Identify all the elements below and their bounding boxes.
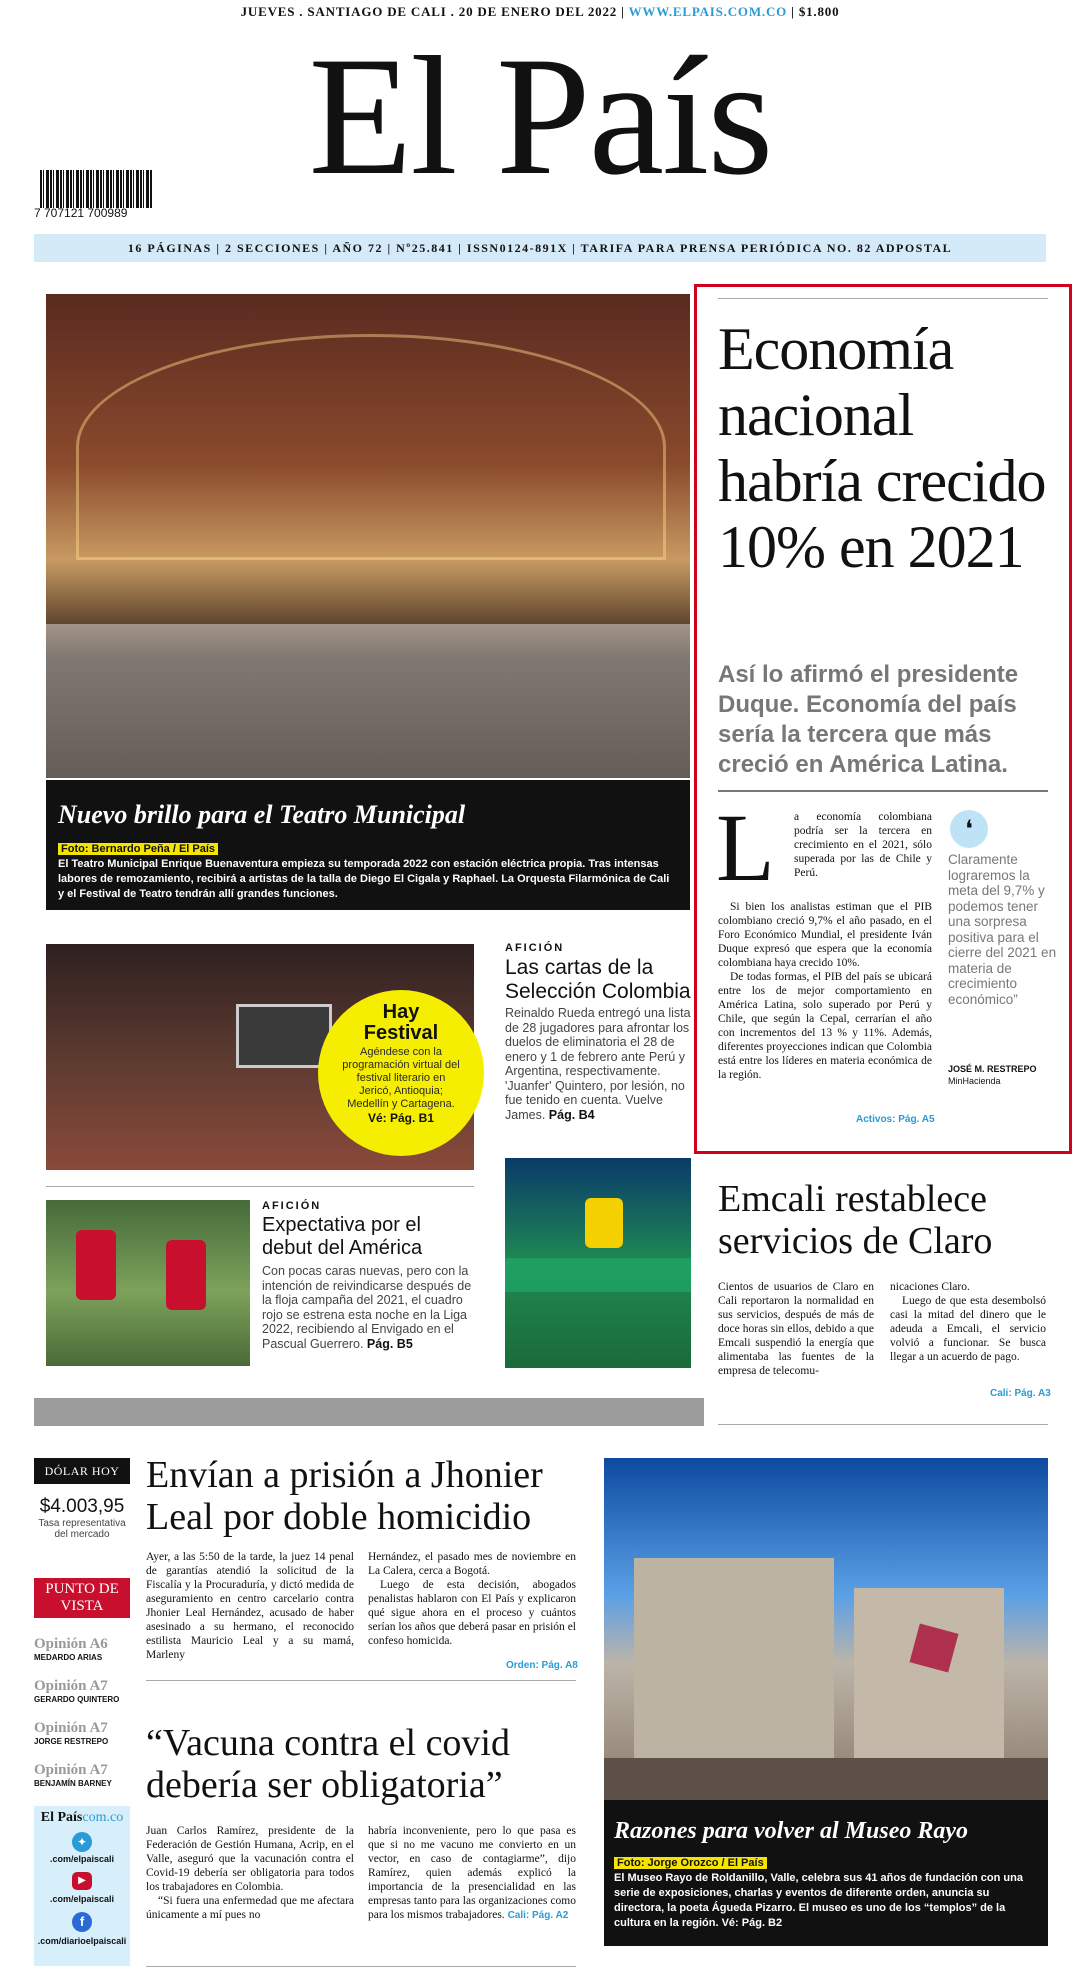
- vacuna-col-1b: “Si fuera una enfermedad que me afectara únicamente a mí pues no: [146, 1895, 354, 1921]
- dolar-label: DÓLAR HOY: [34, 1458, 130, 1484]
- masthead-info-bar: 16 PÁGINAS | 2 SECCIONES | AÑO 72 | Nº25.841 | ISSN0124-891X | TARIFA PARA PRENSA PERIÓDICA NO. 82 ADPOSTAL: [34, 234, 1046, 262]
- site-url-link[interactable]: WWW.ELPAIS.COM.CO: [628, 4, 788, 19]
- emcali-col-2b: Luego de que esta desembolsó casi la mitad del dinero que le adeuda a Emcali, el servicio volvió a funcionar. Se busca llegar a un acuerdo de pago.: [890, 1295, 1046, 1363]
- museo-photo-credit: Foto: Jorge Orozco / El País: [614, 1857, 767, 1869]
- dolar-note: Tasa representativa del mercado: [38, 1518, 126, 1540]
- hay-festival-ref[interactable]: Vé: Pág. B1: [367, 1111, 435, 1125]
- museo-caption: [604, 1800, 1048, 1946]
- jhonier-headline[interactable]: Envían a prisión a Jhonier Leal por doble homicidio: [146, 1454, 543, 1538]
- social-brand-name: El País: [40, 1810, 83, 1825]
- economia-paragraph-2: De todas formas, el PIB del país se ubicará entre los de mejor comportamiento en América Latina, solo superado por Perú y Chile, que según la Cepal, cerrarían el año con incrementos del 13 % y 11%. Además, diferentes proyecciones indican que Colombia está entre los líderes en materia económica de la región.: [718, 971, 932, 1081]
- economia-headline[interactable]: Economía nacional habría crecido 10% en 2021: [718, 316, 1046, 580]
- opinion-item[interactable]: [34, 1720, 134, 1746]
- teatro-photo: [46, 294, 690, 778]
- vacuna-headline[interactable]: “Vacuna contra el covid debería ser obligatoria”: [146, 1722, 510, 1806]
- quote-author: JOSÉ M. RESTREPO: [948, 1064, 1037, 1074]
- opinion-author: BENJAMÍN BARNEY: [34, 1779, 112, 1788]
- quote-role: MinHacienda: [948, 1076, 1001, 1086]
- vacuna-col-1: [146, 1824, 354, 1922]
- social-brand: [34, 1810, 130, 1826]
- economia-body-cont: [718, 900, 932, 1082]
- section-gray-bar: [34, 1398, 704, 1426]
- economia-deck: Así lo afirmó el presidente Duque. Economía del país sería la tercera que más creció en América Latina.: [718, 661, 1019, 778]
- expectativa-headline[interactable]: Expectativa por el debut del América: [262, 1214, 423, 1259]
- teatro-body: El Teatro Municipal Enrique Buenaventura empieza su temporada 2022 con estación eléctrica propia. Tras intensas labores de remozamiento, recibirá a artistas de la talla de Diego El Cigala y Raphael. La Orquesta Filarmónica de Cali y el Festival de Teatro tendrán allí grandes funciones.: [58, 858, 670, 900]
- teatro-caption: [46, 780, 690, 910]
- jhonier-col-2b: Luego de esta decisión, abogados penalistas hablaron con El País y explicaron qué sigue ahora en el proceso y cuántos serían los años que deberá pasar en prisión el confeso homicida.: [368, 1579, 576, 1647]
- museo-body: El Museo Rayo de Roldanillo, Valle, celebra sus 41 años de fundación con una serie de exposiciones, charlas y eventos de diferente orden, anuncia su directora, la poeta Águeda Pizarro. El museo es uno de los “templos” de la cultura en la región.: [614, 1872, 1023, 1929]
- vacuna-col-1a: Juan Carlos Ramírez, presidente de la Federación de Gestión Humana, Acrip, en el Valle, aseguró que la vacunación contra el Covid-19 debería ser obligatoria para todos los trabajadores en Colombia.: [146, 1825, 354, 1893]
- museo-photo: [604, 1458, 1048, 1800]
- cartas-headline[interactable]: Las cartas de la Selección Colombia: [505, 956, 691, 1003]
- divider: [46, 1186, 474, 1187]
- economia-ref[interactable]: Activos: Pág. A5: [856, 1114, 935, 1125]
- divider: [146, 1966, 576, 1967]
- vacuna-col-2: [368, 1824, 576, 1923]
- opinion-page: Opinión A6: [34, 1636, 108, 1652]
- opinion-page: Opinión A7: [34, 1762, 108, 1778]
- opinion-author: JORGE RESTREPO: [34, 1737, 109, 1746]
- economia-lead: a economía colombiana podría ser la tercera en crecimiento en el 2021, sólo superada por las de Chile y Perú.: [794, 811, 932, 879]
- divider: [718, 298, 1048, 299]
- cartas-kicker: AFICIÓN: [505, 942, 565, 954]
- teatro-text: [58, 842, 678, 902]
- teatro-photo-credit: Foto: Bernardo Peña / El País: [58, 843, 218, 855]
- divider: [146, 1680, 576, 1681]
- quote-icon: [950, 810, 988, 848]
- barcode-number: 7 707121 700989: [34, 206, 128, 220]
- barcode: [40, 170, 152, 208]
- cartas-body: Reinaldo Rueda entregó una lista de 28 jugadores para afrontar los duelos de eliminatoria el 28 de enero y 1 de febrero ante Perú y Argentina, respectivamente. 'Juanfer' Quintero, por lesión, no fue tenido en cuenta. Vuelve James.: [505, 1006, 691, 1122]
- vacuna-col-2-text: habría inconveniente, pero lo que pasa es que si no me vacuno me convierto en un vector, en caso de contagiarme”, dijo Ramírez, quien además explicó la importancia de la presencialidad en las empresas tanto para las organizaciones como para los mismos trabajadores.: [368, 1825, 576, 1921]
- museo-ref[interactable]: Vé: Pág. B2: [721, 1917, 783, 1929]
- emcali-col-1: Cientos de usuarios de Claro en Cali reportaron la normalidad en sus servicios, después de más de doce horas sin ellos, debido a que Emcali suspendió la energía que alimentaba las fuentes de la empresa de telecomu-: [718, 1281, 874, 1377]
- social-handle-facebook[interactable]: .com/diarioelpaiscali: [37, 1936, 127, 1946]
- youtube-icon[interactable]: ▶: [72, 1872, 92, 1890]
- punto-de-vista-label: PUNTO DE VISTA: [34, 1578, 130, 1618]
- masthead-logo[interactable]: El País: [308, 22, 772, 210]
- teatro-headline[interactable]: Nuevo brillo para el Teatro Municipal: [58, 800, 466, 829]
- economia-quote: Claramente lograremos la meta del 9,7% y podemos tener una sorpresa positiva para el cierre del 2021 en materia de crecimiento económico”: [948, 852, 1057, 1007]
- jhonier-ref[interactable]: Orden: Pág. A8: [506, 1660, 578, 1671]
- twitter-icon[interactable]: ✦: [72, 1832, 92, 1852]
- expectativa-ref[interactable]: Pág. B5: [366, 1336, 413, 1351]
- emcali-headline[interactable]: Emcali restablece servicios de Claro: [718, 1178, 993, 1262]
- museo-text: [614, 1856, 1038, 1931]
- cartas-ref[interactable]: Pág. B4: [548, 1107, 595, 1122]
- economia-body: [794, 810, 932, 880]
- economia-dropcap: L: [716, 794, 775, 901]
- opinion-page: Opinión A7: [34, 1720, 108, 1736]
- hay-festival-text: Agéndese con la programación virtual del festival literario en Jericó, Antioquia; Medellín y Cartagena.: [342, 1046, 460, 1110]
- expectativa-kicker: AFICIÓN: [262, 1200, 322, 1212]
- economia-paragraph-1: Si bien los analistas estiman que el PIB colombiano creció 9,7% el año pasado, en el Foro Económico Mundial, el presidente Iván Duque expresó que espera que la economía colombiana haya crecido 10%.: [718, 901, 932, 969]
- jhonier-col-1: Ayer, a las 5:50 de la tarde, la juez 14 penal de garantías atendió la solicitud de la Fiscalía y la Procuraduría, y dictó medida de aseguramiento en centro carcelario contra Jhonier Leal Hernández, acusado de haber asesinado a su hermano, el reconocido estilista Mauricio Leal y a su mamá, Marleny: [146, 1551, 354, 1661]
- vacuna-ref[interactable]: Cali: Pág. A2: [507, 1910, 569, 1921]
- social-brand-suffix: com.co: [82, 1810, 124, 1825]
- opinion-item[interactable]: [34, 1636, 134, 1662]
- social-handle-twitter[interactable]: .com/elpaiscali: [49, 1854, 115, 1864]
- emcali-col-2a: nicaciones Claro.: [890, 1281, 970, 1293]
- dolar-box: [34, 1458, 130, 1568]
- museo-headline[interactable]: Razones para volver al Museo Rayo: [614, 1818, 968, 1844]
- dolar-value: $4.003,95: [39, 1496, 125, 1517]
- divider: [718, 1424, 1048, 1425]
- social-handle-youtube[interactable]: .com/elpaiscali: [49, 1894, 115, 1904]
- opinion-author: MEDARDO ARIAS: [34, 1653, 103, 1662]
- facebook-icon[interactable]: f: [72, 1912, 92, 1932]
- jhonier-col-2a: Hernández, el pasado mes de noviembre en La Calera, cerca a Bogotá.: [368, 1551, 576, 1577]
- cartas-text: [505, 1006, 693, 1122]
- opinion-item[interactable]: [34, 1678, 134, 1704]
- opinion-page: Opinión A7: [34, 1678, 108, 1694]
- america-photo: [46, 1200, 250, 1366]
- jhonier-col-2: [368, 1550, 576, 1648]
- opinion-item[interactable]: [34, 1762, 134, 1788]
- expectativa-text: [262, 1264, 474, 1351]
- hay-festival-badge[interactable]: [318, 990, 484, 1156]
- social-box: [34, 1806, 130, 1966]
- expectativa-body: Con pocas caras nuevas, pero con la intención de reivindicarse después de la floja campaña del 2021, el cuadro rojo se estrena esta noche en la Liga 2022, recibiendo al Envigado en el Pascual Guerrero.: [262, 1264, 472, 1351]
- divider: [718, 790, 1048, 792]
- emcali-ref[interactable]: Cali: Pág. A3: [990, 1388, 1051, 1399]
- opinion-author: GERARDO QUINTERO: [34, 1695, 120, 1704]
- seleccion-photo: [505, 1158, 691, 1368]
- hay-festival-title: Hay Festival: [363, 1001, 439, 1044]
- quote-mark: ❛: [965, 815, 973, 843]
- price-text: | $1.800: [791, 4, 840, 19]
- emcali-col-2: [890, 1280, 1046, 1364]
- dateline-text: JUEVES . SANTIAGO DE CALI . 20 DE ENERO DEL 2022 |: [240, 4, 625, 19]
